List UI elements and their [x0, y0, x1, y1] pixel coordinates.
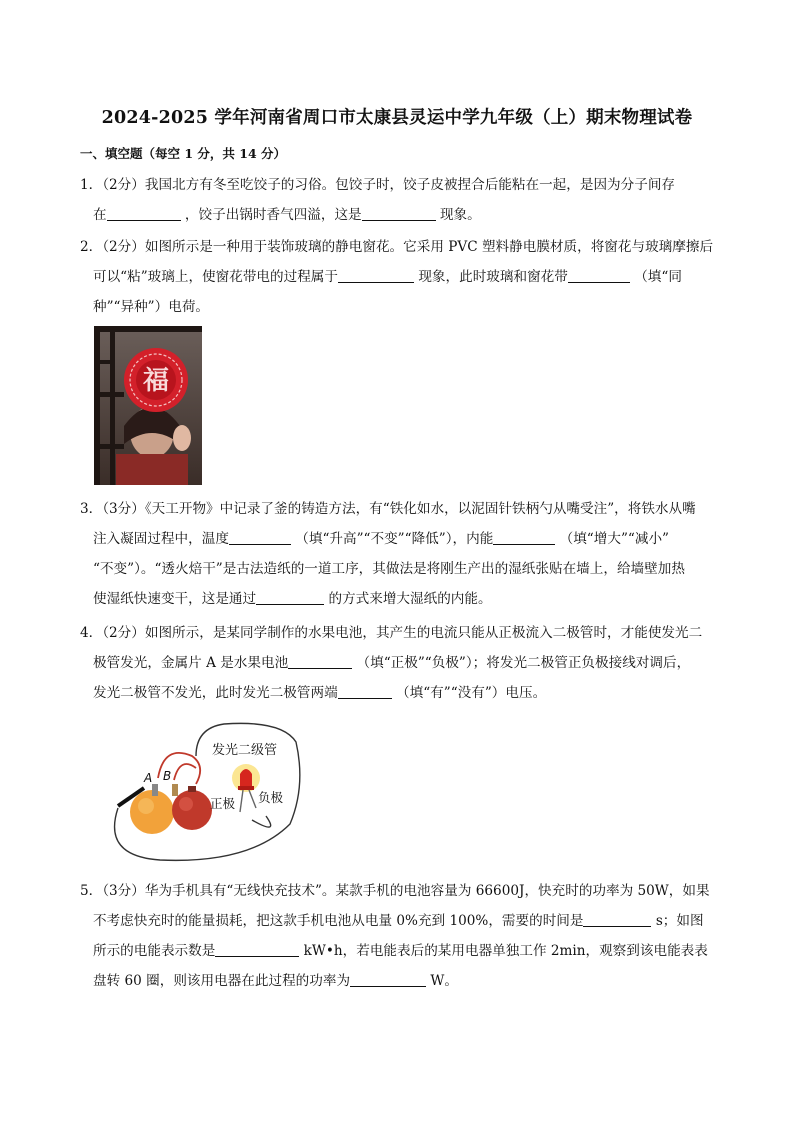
paper-cut-character: 福 — [142, 366, 170, 396]
q2-line1: 2．（2分）如图所示是一种用于装饰玻璃的静电窗花。它采用 PVC 塑料静电膜材质，将窗花与玻璃摩擦后 — [80, 239, 714, 255]
q3-line1: 3．（3分）《天工开物》中记录了釜的铸造方法，有“铁化如水，以泥固针铁柄勺从嘴受注”，将铁水从嘴 — [80, 501, 696, 517]
page-title: 2024-2025 学年河南省周口市太康县灵运中学九年级（上）期末物理试卷 — [101, 108, 693, 128]
q3-line3: “不变”）。“透火焙干”是古法造纸的一道工序，其做法是将刚生产出的湿纸张贴在墙上，给墙壁加热 — [93, 561, 685, 577]
question-5 — [80, 876, 720, 996]
question-1 — [80, 170, 720, 230]
q5-line4: 盘转 60 圈，则该用电器在此过程的功率为 W。 — [93, 973, 458, 989]
q3-line4: 使湿纸快速变干，这是通过 的方式来增大湿纸的内能。 — [93, 591, 492, 607]
q4-line2: 极管发光，金属片 A 是水果电池 （填“正极”“负极”）；将发光二极管正负极接线对调后， — [93, 655, 691, 671]
answer-blank[interactable] — [215, 942, 299, 957]
q3-line2: 注入凝固过程中，温度 （填“升高”“不变”“降低”），内能 （填“增大”“减小” — [93, 531, 669, 547]
q4-line1: 4．（2分）如图所示，是某同学制作的水果电池，其产生的电流只能从正极流入二极管时，才能使发光二 — [80, 625, 703, 641]
q5-line3: 所示的电能表示数是 kW•h，若电能表后的某用电器单独工作 2min，观察到该电能表表 — [93, 943, 708, 959]
label-b: B — [163, 769, 172, 783]
answer-blank[interactable] — [583, 912, 651, 927]
section-heading: 一、填空题（每空 1 分，共 14 分） — [80, 146, 287, 161]
q5-line2: 不考虑快充时的能量损耗，把这款手机电池从电量 0%充到 100%，需要的时间是 s；如图 — [93, 913, 704, 929]
q2-line2: 可以“粘”玻璃上，使窗花带电的过程属于 现象，此时玻璃和窗花带 （填“同 — [93, 269, 682, 285]
answer-blank[interactable] — [568, 268, 630, 283]
negative-label: 负极 — [258, 790, 284, 805]
led-label: 发光二级管 — [212, 743, 278, 758]
answer-blank[interactable] — [493, 530, 555, 545]
answer-blank[interactable] — [350, 972, 426, 987]
answer-blank[interactable] — [338, 268, 414, 283]
q5-line1: 5．（3分）华为手机具有“无线快充技术”。某款手机的电池容量为 66600J，快充时的功率为 50W，如果 — [80, 883, 710, 899]
fruit-battery-figure — [100, 716, 304, 866]
led-icon — [232, 764, 260, 812]
question-2 — [80, 232, 720, 322]
answer-blank[interactable] — [229, 530, 291, 545]
question-4 — [80, 618, 720, 708]
q2-line3: 种”“异种”）电荷。 — [93, 299, 210, 315]
q1-line1: 1．（2分）我国北方有冬至吃饺子的习俗。包饺子时，饺子皮被捏合后能粘在一起，是因为分子间存 — [80, 177, 676, 193]
answer-blank[interactable] — [338, 684, 392, 699]
label-a: A — [144, 771, 153, 785]
answer-blank[interactable] — [107, 206, 181, 221]
positive-label: 正极 — [210, 796, 236, 811]
q4-line3: 发光二极管不发光，此时发光二极管两端 （填“有”“没有”）电压。 — [93, 685, 547, 701]
question-3 — [80, 494, 720, 614]
window-paper-cut-figure — [94, 326, 202, 485]
answer-blank[interactable] — [362, 206, 436, 221]
q1-line2: 在 ，饺子出锅时香气四溢，这是 现象。 — [93, 207, 481, 223]
answer-blank[interactable] — [288, 654, 352, 669]
answer-blank[interactable] — [256, 590, 324, 605]
